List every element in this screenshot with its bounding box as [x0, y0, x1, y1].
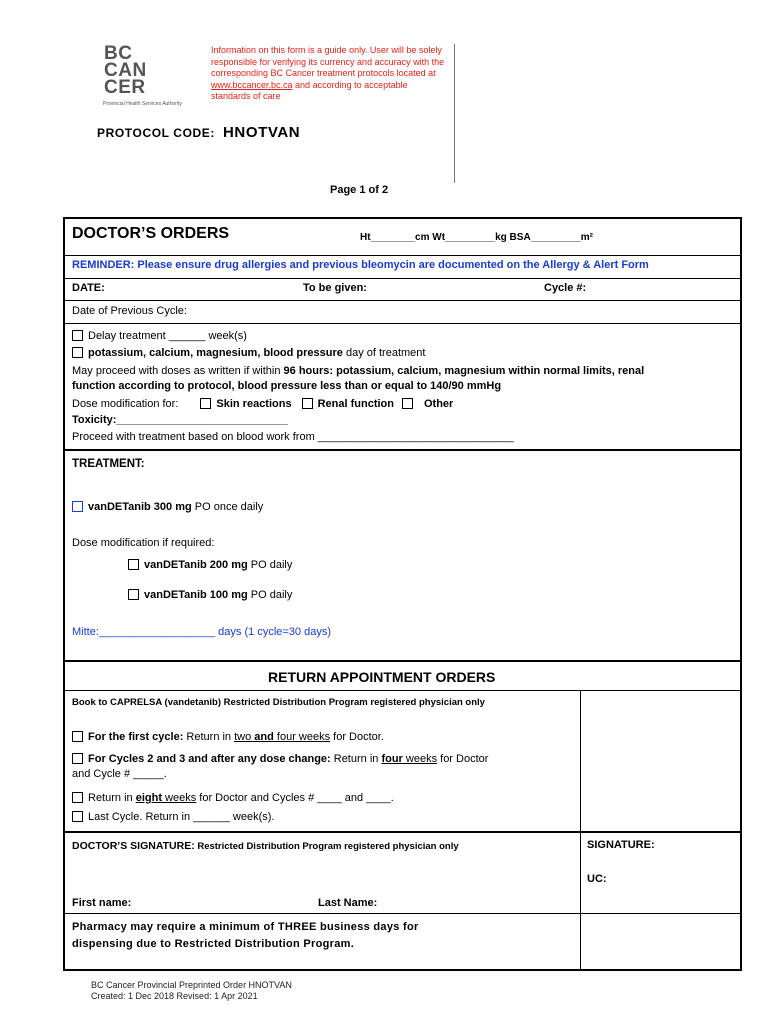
doctors-signature-bold: DOCTOR’S SIGNATURE: [72, 840, 195, 852]
last-cycle-row [72, 811, 274, 823]
first-cycle-four: four weeks [273, 731, 331, 743]
footer [91, 980, 292, 1002]
alt-dose-200-rest: PO daily [247, 559, 293, 571]
first-name-field[interactable]: First name: [72, 897, 132, 909]
last-cycle-label: Last Cycle. Return in ______ week(s). [88, 811, 275, 823]
pharmacy-note-line-2: dispensing due to Restricted Distribution Program. [72, 938, 355, 950]
eight-weeks-d: for Doctor and Cycles # ____ and ____. [196, 792, 394, 804]
cycles-2-3-row [72, 753, 488, 765]
rule [63, 300, 742, 301]
mitte-field[interactable]: Mitte:___________________ days (1 cycle=30 days) [72, 626, 331, 638]
delay-treatment-label: Delay treatment ______ week(s) [88, 330, 247, 342]
delay-treatment-row [72, 330, 247, 342]
main-drug-row [72, 501, 263, 513]
logo-line-2: CAN [104, 60, 147, 81]
logo-line-3: CER [104, 77, 146, 98]
protocol-code [97, 124, 300, 141]
vandetanib-100-checkbox[interactable] [128, 589, 139, 600]
eight-weeks-checkbox[interactable] [72, 792, 83, 803]
rule [63, 690, 742, 691]
page-number: Page 1 of 2 [330, 184, 389, 196]
treatment-title: TREATMENT: [72, 458, 145, 470]
header-divider [454, 44, 455, 183]
vandetanib-300-checkbox[interactable] [72, 501, 83, 512]
cycles-2-3-end: for Doctor [437, 753, 489, 765]
main-drug-rest: PO once daily [191, 501, 264, 513]
dose-modification-label: Dose modification for: [72, 398, 179, 410]
alt-dose-100-bold: vanDETanib 100 mg [144, 589, 248, 601]
skin-reactions-label: Skin reactions [216, 398, 292, 410]
uc-field[interactable]: UC: [587, 873, 607, 885]
doctors-signature-row [72, 840, 459, 852]
dose-modification-row [72, 398, 453, 410]
labs-bold: potassium, calcium, magnesium, blood pressure [88, 347, 343, 359]
dose-modification-title: Dose modification if required: [72, 537, 215, 549]
other-label: Other [423, 398, 454, 410]
pharmacy-note-line-1: Pharmacy may require a minimum of THREE business days for [72, 921, 419, 933]
vandetanib-200-checkbox[interactable] [128, 559, 139, 570]
to-be-given-field[interactable]: To be given: [303, 282, 367, 294]
allergy-reminder: REMINDER: Please ensure drug allergies and previous bleomycin are documented on the Allergy & Alert Form [72, 259, 649, 271]
doctors-signature-rest: Restricted Distribution Program registered physician only [194, 841, 459, 852]
cycles-2-3-a: Return in [330, 753, 382, 765]
alt-dose-100-row [128, 589, 292, 601]
first-cycle-end: for Doctor. [330, 731, 384, 743]
first-cycle-a: Return in [183, 731, 235, 743]
alt-dose-100-rest: PO daily [247, 589, 293, 601]
first-cycle-bold: For the first cycle: [88, 731, 184, 743]
footer-line-2: Created: 1 Dec 2018 Revised: 1 Apr 2021 [91, 991, 258, 1001]
alt-dose-200-row [128, 559, 292, 571]
cycle-number-field[interactable]: Cycle #: [544, 282, 587, 294]
labs-row [72, 347, 425, 359]
rule [63, 323, 742, 324]
proceed-line-1b: 96 hours: potassium, calcium, magnesium within normal limits, renal [283, 365, 645, 377]
cycles-2-3-cycle-field[interactable]: and Cycle # _____. [72, 768, 167, 780]
disclaimer [211, 45, 447, 103]
signature-field[interactable]: SIGNATURE: [587, 839, 655, 851]
return-appointment-title: RETURN APPOINTMENT ORDERS [268, 669, 496, 685]
date-field[interactable]: DATE: [72, 282, 105, 294]
main-drug-bold: vanDETanib 300 mg [88, 501, 192, 513]
rule [63, 660, 742, 662]
cycles-2-3-checkbox[interactable] [72, 753, 83, 764]
first-cycle-checkbox[interactable] [72, 731, 83, 742]
renal-function-checkbox[interactable] [302, 398, 313, 409]
proceed-line-1 [72, 365, 644, 377]
cycles-2-3-bold: For Cycles 2 and 3 and after any dose change: [88, 753, 331, 765]
last-cycle-checkbox[interactable] [72, 811, 83, 822]
first-cycle-and: and [254, 731, 274, 743]
renal-function-label: Renal function [317, 398, 394, 410]
protocol-value: HNOTVAN [222, 124, 301, 141]
labs-rest: day of treatment [342, 347, 426, 359]
protocol-label: PROTOCOL CODE: [97, 126, 215, 140]
previous-cycle-date-field[interactable]: Date of Previous Cycle: [72, 305, 187, 317]
proceed-line-2: function according to protocol, blood pressure less than or equal to 140/90 mmHg [72, 380, 502, 392]
last-name-field[interactable]: Last Name: [318, 897, 378, 909]
toxicity-field[interactable]: Toxicity:____________________________ [72, 414, 288, 426]
height-weight-bsa-fields[interactable]: Ht________cm Wt_________kg BSA_________m² [360, 232, 593, 243]
first-cycle-row [72, 731, 384, 743]
column-divider [580, 690, 581, 971]
bccancer-link[interactable]: www.bccancer.bc.ca [211, 79, 293, 90]
other-checkbox[interactable] [402, 398, 413, 409]
skin-reactions-checkbox[interactable] [200, 398, 211, 409]
disclaimer-text-2: and according to acceptable standards of care [211, 79, 408, 101]
eight-weeks-b: eight [135, 792, 162, 804]
book-caprelsa-note: Book to CAPRELSA (vandetanib) Restricted Distribution Program registered physician only [72, 697, 485, 708]
footer-line-1: BC Cancer Provincial Preprinted Order HNOTVAN [91, 980, 292, 990]
rule [63, 913, 742, 914]
logo-subtitle: Provincial Health Services Authority [103, 101, 182, 107]
doctors-orders-title: DOCTOR’S ORDERS [72, 225, 230, 242]
rule [63, 278, 742, 279]
proceed-blood-work-field[interactable]: Proceed with treatment based on blood work from ________________________________ [72, 431, 514, 443]
disclaimer-text-1: Information on this form is a guide only. User will be solely responsible for verifying its currency and accuracy with the corresponding BC Cancer treatment protocols located at [211, 45, 445, 78]
logo-line-1: BC [104, 43, 133, 64]
eight-weeks-row [72, 792, 394, 804]
alt-dose-200-bold: vanDETanib 200 mg [144, 559, 248, 571]
cycles-2-3-four: four [381, 753, 403, 765]
bc-cancer-logo [104, 45, 147, 96]
first-cycle-two: two [234, 731, 255, 743]
delay-treatment-checkbox[interactable] [72, 330, 83, 341]
rule [63, 255, 742, 256]
eight-weeks-c: weeks [161, 792, 197, 804]
labs-checkbox[interactable] [72, 347, 83, 358]
cycles-2-3-weeks: weeks [402, 753, 438, 765]
proceed-line-1a: May proceed with doses as written if within [72, 365, 284, 377]
rule [63, 449, 742, 451]
rule [63, 831, 742, 833]
eight-weeks-a: Return in [88, 792, 136, 804]
